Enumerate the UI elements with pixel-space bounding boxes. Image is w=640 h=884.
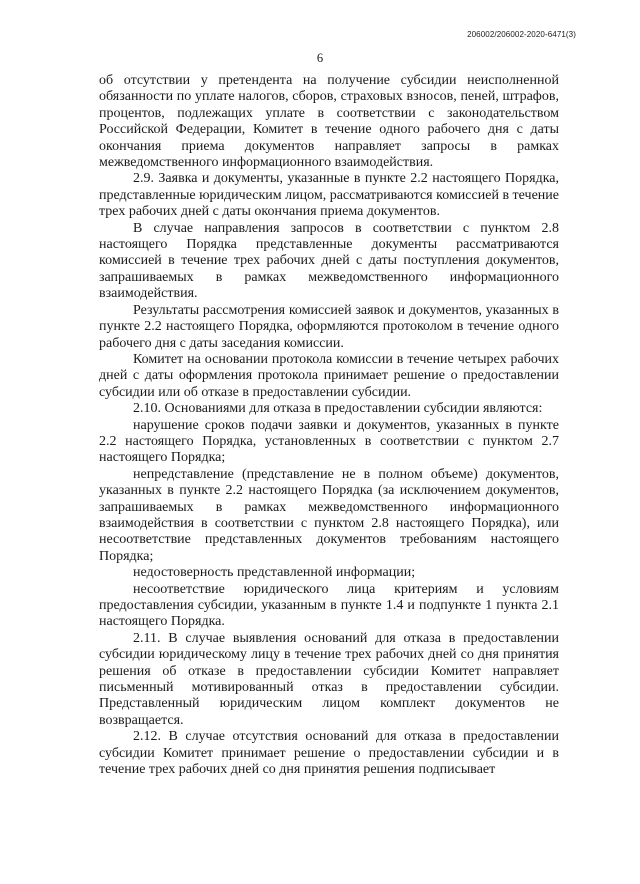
paragraph-2-9-decision: Комитет на основании протокола комиссии в течение четырех рабочих дней с даты оформления протокола принимает решение о предоставлении субсидии или об отказе в предоставлении субсидии. [99,351,559,400]
list-item-unreliable-info: недостоверность представленной информации; [133,565,416,581]
paragraph-2-9-requests: В случае направления запросов в соответствии с пунктом 2.8 настоящего Порядка представленные документы рассматриваются комиссией в течение трех рабочих дней с даты поступления документов, запрашиваемых в рамках межведомственного информационного взаимодействия. [99,220,559,302]
page-number: 6 [316,51,324,65]
document-registration-code: 206002/206002-2020-6471(3) [467,30,576,39]
paragraph-2-9: 2.9. Заявка и документы, указанные в пункте 2.2 настоящего Порядка, представленные юридическим лицом, рассматриваются комиссией в течение трех рабочих дней с даты окончания приема документов. [99,171,559,220]
paragraph-2-10: 2.10. Основаниями для отказа в предоставлении субсидии являются: [133,401,543,417]
paragraph-continuation: об отсутствии у претендента на получение субсидии неисполненной обязанности по уплате налогов, сборов, страховых взносов, пеней, штрафов, процентов, подлежащих уплате в соответствии с законодательством Российской Федерации, Комитет в течение одного рабочего дня с даты окончания приема документов направляет запросы в рамках межведомственного информационного взаимодействия. [99,73,559,171]
paragraph-2-11: 2.11. В случае выявления оснований для отказа в предоставлении субсидии юридическому лицу в течение трех рабочих дней со дня принятия решения об отказе в предоставлении субсидии Комитет направляет письменный мотивированный отказ в предоставлении субсидии. Представленный юридическим лицом комплект документов не возвращается. [99,630,559,728]
list-item-deadline-violation: нарушение сроков подачи заявки и документов, указанных в пункте 2.2 настоящего Порядка, установленных в соответствии с пунктом 2.7 настоящего Порядка; [99,417,559,466]
list-item-criteria-mismatch: несоответствие юридического лица критериям и условиям предоставления субсидии, указанным в пункте 1.4 и подпункте 1 пункта 2.1 настоящего Порядка. [99,581,559,630]
paragraph-2-9-results: Результаты рассмотрения комиссией заявок и документов, указанных в пункте 2.2 настоящего Порядка, оформляются протоколом в течение одного рабочего дня с даты заседания комиссии. [99,302,559,351]
paragraph-2-12: 2.12. В случае отсутствия оснований для отказа в предоставлении субсидии Комитет принимает решение о предоставлении субсидии и в течение трех рабочих дней со дня принятия решения подписывает [99,729,559,778]
list-item-missing-documents: непредставление (представление не в полном объеме) документов, указанных в пункте 2.2 настоящего Порядка (за исключением документов, запрашиваемых в рамках межведомственного информационного взаимодействия в соответствии с пунктом 2.8 настоящего Порядка), или несоответствие представленных документов требованиям настоящего Порядка; [99,466,559,564]
document-body [99,73,559,778]
